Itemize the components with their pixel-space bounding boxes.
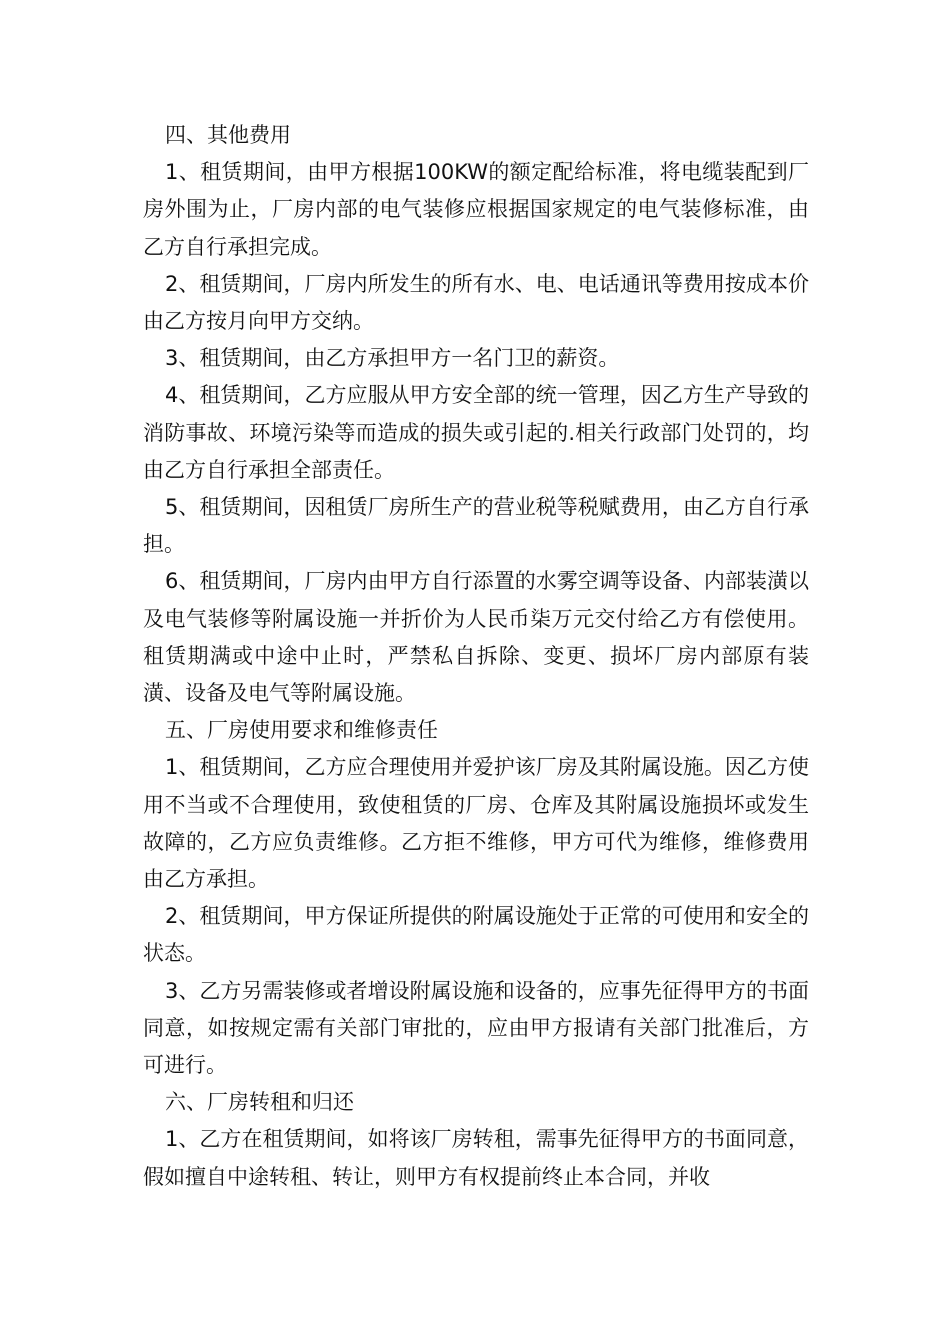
section-heading-sublease-and-return: 六、厂房转租和归还	[165, 1090, 354, 1115]
clause-4-3: 3、租赁期间，由乙方承担甲方一名门卫的薪资。	[165, 346, 620, 371]
clause-4-4: 4、租赁期间，乙方应服从甲方安全部的统一管理，因乙方生产导致的消防事故、环境污染等而造成的损失或引起的.相关行政部门处罚的，均由乙方自行承担全部责任。	[143, 383, 809, 482]
clause-4-6: 6、租赁期间，厂房内由甲方自行添置的水雾空调等设备、内部装潢以及电气装修等附属设施一并折价为人民币柒万元交付给乙方有偿使用。租赁期满或中途中止时，严禁私自拆除、变更、损坏厂房内部原有装潢、设备及电气等附属设施。	[143, 569, 809, 706]
clause-4-1: 1、租赁期间，由甲方根据100KW的额定配给标准，将电缆装配到厂房外围为止，厂房内部的电气装修应根据国家规定的电气装修标准，由乙方自行承担完成。	[143, 160, 809, 259]
clause-5-1: 1、租赁期间，乙方应合理使用并爱护该厂房及其附属设施。因乙方使用不当或不合理使用，致使租赁的厂房、仓库及其附属设施损坏或发生故障的，乙方应负责维修。乙方拒不维修，甲方可代为维修，维修费用由乙方承担。	[143, 755, 809, 892]
section-heading-usage-and-repair: 五、厂房使用要求和维修责任	[165, 718, 438, 743]
clause-5-2: 2、租赁期间，甲方保证所提供的附属设施处于正常的可使用和安全的状态。	[143, 904, 809, 966]
section-heading-other-fees: 四、其他费用	[165, 123, 291, 147]
clause-6-1: 1、乙方在租赁期间，如将该厂房转租，需事先征得甲方的书面同意，假如擅自中途转租、转让，则甲方有权提前终止本合同，并收	[143, 1127, 809, 1189]
clause-5-3: 3、乙方另需装修或者增设附属设施和设备的，应事先征得甲方的书面同意，如按规定需有关部门审批的，应由甲方报请有关部门批准后，方可进行。	[143, 978, 809, 1078]
clause-4-5: 5、租赁期间，因租赁厂房所生产的营业税等税赋费用，由乙方自行承担。	[143, 495, 809, 557]
clause-4-2: 2、租赁期间，厂房内所发生的所有水、电、电话通讯等费用按成本价由乙方按月向甲方交纳。	[143, 271, 809, 334]
document-body	[143, 117, 809, 1196]
